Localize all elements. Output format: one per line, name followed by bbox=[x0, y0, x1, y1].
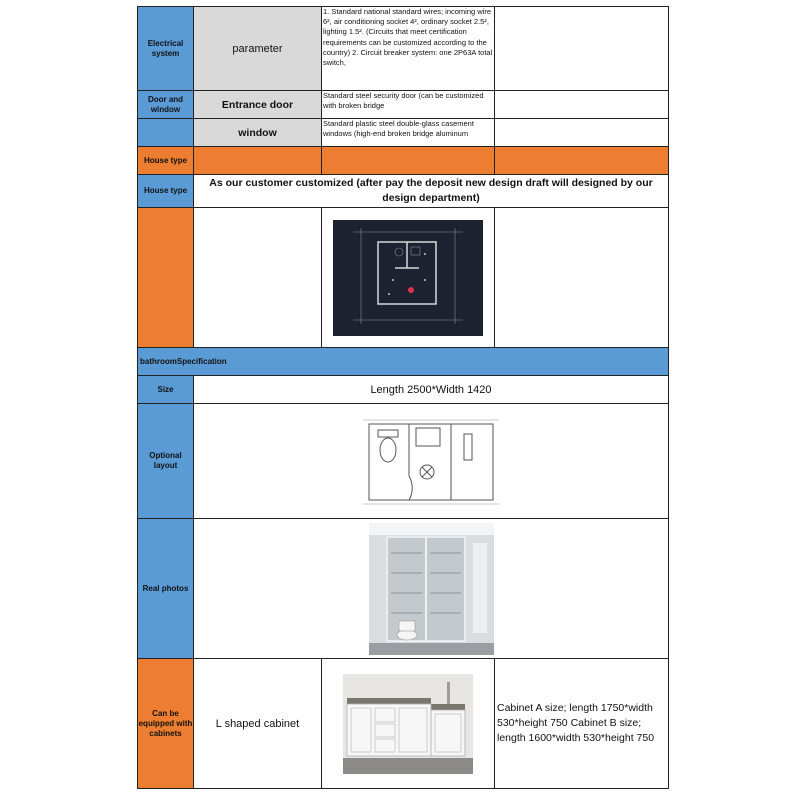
optional-layout-row bbox=[138, 404, 669, 519]
entrance-door-description: Standard steel security door (can be customized with broken bridge bbox=[322, 91, 495, 119]
window-row bbox=[138, 119, 669, 147]
window-row-label-cell bbox=[138, 119, 194, 147]
house-type-label: House type bbox=[138, 147, 194, 175]
optional-layout-label: Optional layout bbox=[138, 404, 194, 519]
entrance-door-row bbox=[138, 91, 669, 119]
door-window-label: Door and window bbox=[138, 91, 194, 119]
size-value: Length 2500*Width 1420 bbox=[194, 376, 669, 404]
real-photos-cell bbox=[194, 519, 669, 659]
electrical-label: Electrical system bbox=[138, 7, 194, 91]
electrical-row bbox=[138, 7, 669, 91]
real-photos-label: Real photos bbox=[138, 519, 194, 659]
cabinet-type: L shaped cabinet bbox=[194, 659, 322, 789]
optional-layout-cell bbox=[194, 404, 669, 519]
floor-plan-drawing bbox=[333, 220, 483, 336]
size-row bbox=[138, 376, 669, 404]
specification-table bbox=[137, 6, 669, 789]
house-type-cell-2 bbox=[194, 147, 322, 175]
house-type-cell-3 bbox=[322, 147, 495, 175]
window-empty-cell bbox=[495, 119, 669, 147]
floor-plan-row bbox=[138, 208, 669, 348]
house-type-row bbox=[138, 147, 669, 175]
entrance-door-label: Entrance door bbox=[194, 91, 322, 119]
electrical-empty-cell bbox=[495, 7, 669, 91]
house-type-custom-label: House type bbox=[138, 175, 194, 208]
cabinet-photo-cell bbox=[322, 659, 495, 789]
bathroom-header-row bbox=[138, 348, 669, 376]
cabinet-sizes: Cabinet A size; length 1750*width 530*height 750 Cabinet B size; length 1600*width 530*height 750 bbox=[495, 659, 669, 789]
cabinets-label: Can be equipped with cabinets bbox=[138, 659, 194, 789]
floor-plan-label-cell bbox=[138, 208, 194, 348]
floor-plan-empty-cell-left bbox=[194, 208, 322, 348]
window-description: Standard plastic steel double-glass casement windows (high-end broken bridge aluminum bbox=[322, 119, 495, 147]
floor-plan-empty-cell-right bbox=[495, 208, 669, 348]
window-label: window bbox=[194, 119, 322, 147]
size-label: Size bbox=[138, 376, 194, 404]
entrance-door-empty-cell bbox=[495, 91, 669, 119]
cabinet-photo bbox=[343, 674, 473, 774]
bathroom-photo bbox=[369, 523, 494, 655]
real-photos-row bbox=[138, 519, 669, 659]
bathroom-layout-drawing bbox=[361, 416, 501, 506]
house-type-custom-row bbox=[138, 175, 669, 208]
floor-plan-cell bbox=[322, 208, 495, 348]
house-type-custom-text: As our customer customized (after pay the deposit new design draft will designed by our design department) bbox=[194, 175, 669, 208]
cabinets-row bbox=[138, 659, 669, 789]
house-type-cell-4 bbox=[495, 147, 669, 175]
electrical-description: 1. Standard national standard wires; incoming wire 6², air conditioning socket 4², ordinary socket 2.5², lighting 1.5². (Circuits that meet certification requirements can be customized according to the country) 2. Circuit breaker system: one 2P63A total switch, bbox=[322, 7, 495, 91]
bathroom-header: bathroomSpecification bbox=[138, 348, 669, 376]
electrical-parameter: parameter bbox=[194, 7, 322, 91]
